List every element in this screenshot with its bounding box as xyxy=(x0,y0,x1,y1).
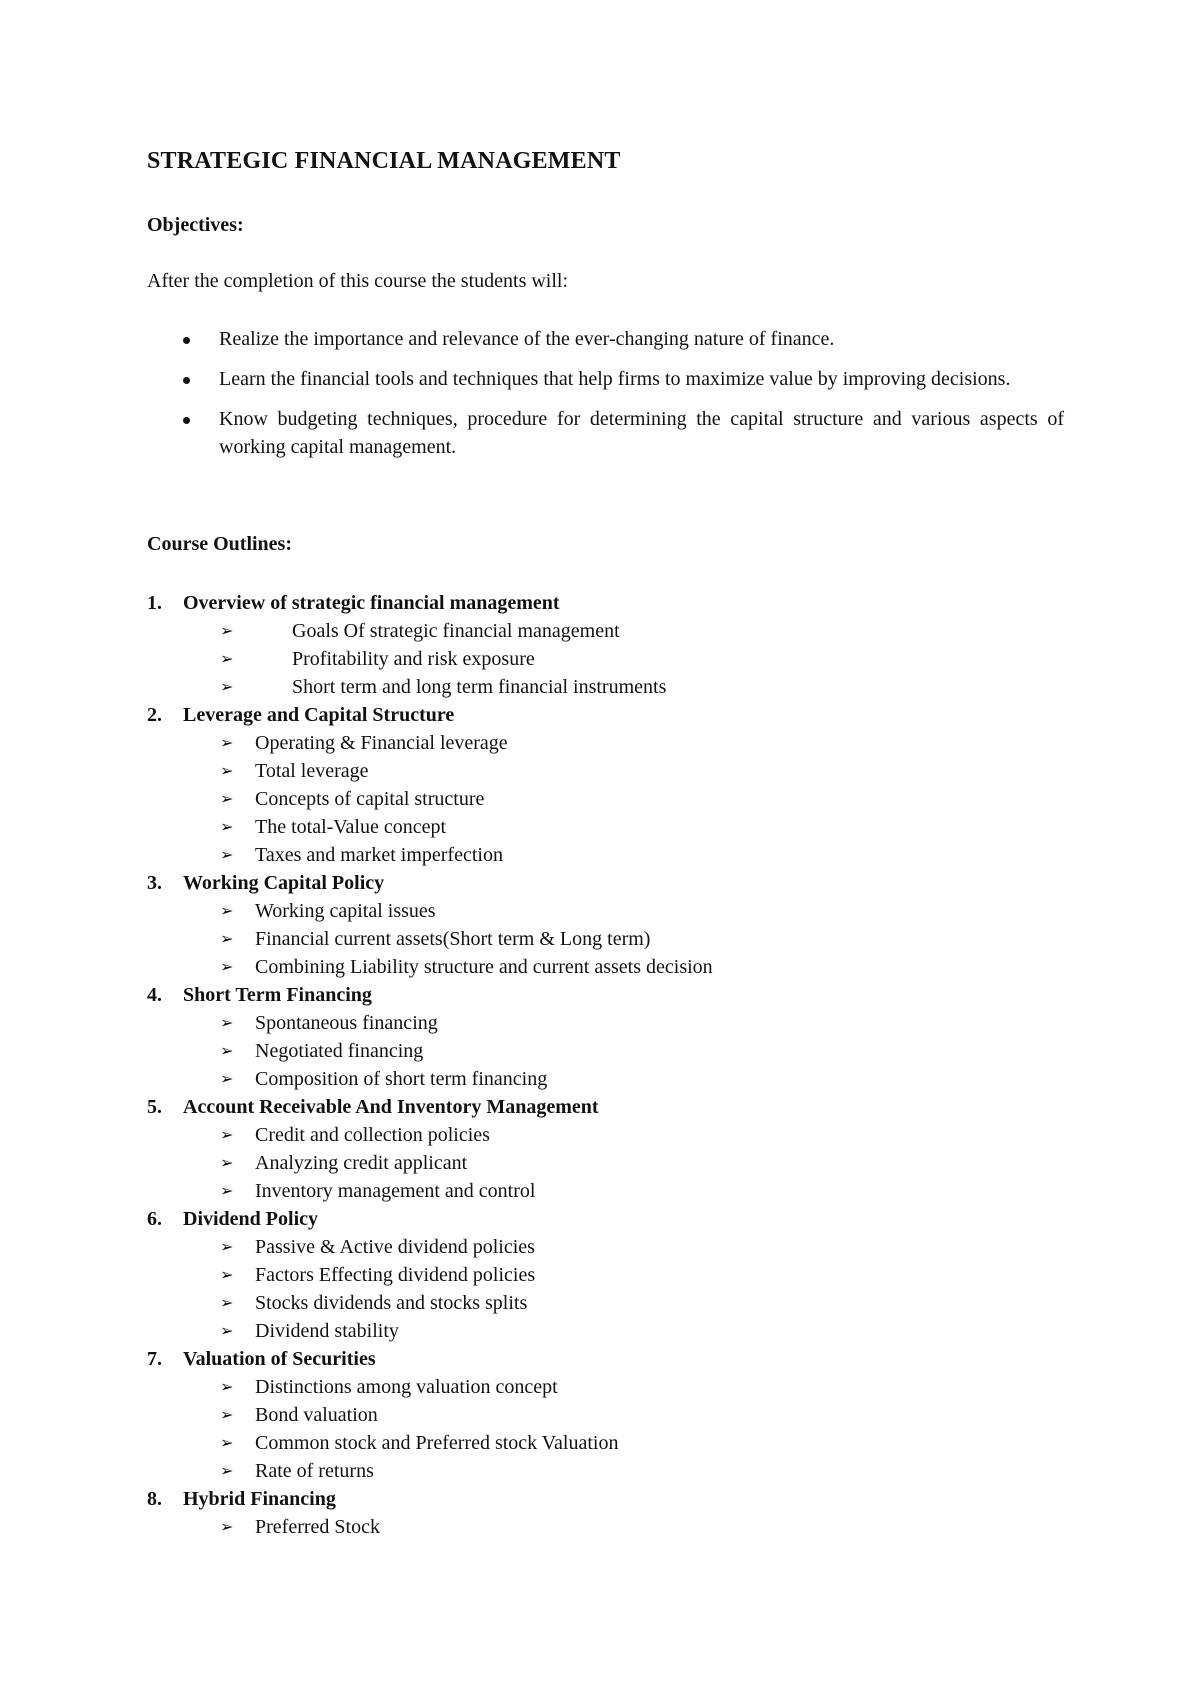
arrowhead-bullet-icon: ➢ xyxy=(220,1153,234,1172)
topic-item xyxy=(147,1177,1064,1205)
topic-text: Dividend stability xyxy=(255,1320,399,1342)
topic-item xyxy=(147,1037,1064,1065)
section-number: 3. xyxy=(147,872,162,894)
arrowhead-bullet-icon: ➢ xyxy=(220,929,234,948)
objective-item xyxy=(147,325,1064,353)
section-heading xyxy=(147,589,1064,617)
section-number: 5. xyxy=(147,1096,162,1118)
topic-item xyxy=(147,1289,1064,1317)
topic-item xyxy=(147,897,1064,925)
topic-text: Factors Effecting dividend policies xyxy=(255,1264,536,1286)
topic-text: Credit and collection policies xyxy=(255,1124,490,1146)
topic-text: Rate of returns xyxy=(255,1460,374,1482)
topic-text: Inventory management and control xyxy=(255,1180,536,1202)
outline-section xyxy=(147,1345,1064,1485)
section-title: Overview of strategic financial management xyxy=(183,592,560,614)
topic-text: Common stock and Preferred stock Valuation xyxy=(255,1432,619,1454)
arrowhead-bullet-icon: ➢ xyxy=(220,957,234,976)
arrowhead-bullet-icon: ➢ xyxy=(220,1461,234,1480)
course-outlines-heading: Course Outlines: xyxy=(147,533,292,555)
topic-text: Passive & Active dividend policies xyxy=(255,1236,535,1258)
topic-item xyxy=(147,785,1064,813)
topic-text: The total-Value concept xyxy=(255,816,447,838)
topic-item xyxy=(147,1121,1064,1149)
topic-item xyxy=(147,1317,1064,1345)
section-topic-list xyxy=(147,729,1064,869)
section-heading xyxy=(147,1205,1064,1233)
arrowhead-bullet-icon: ➢ xyxy=(220,733,234,752)
topic-text: Stocks dividends and stocks splits xyxy=(255,1292,528,1314)
section-heading xyxy=(147,701,1064,729)
topic-text: Total leverage xyxy=(255,760,369,782)
section-title: Leverage and Capital Structure xyxy=(183,704,455,726)
arrowhead-bullet-icon: ➢ xyxy=(220,845,234,864)
arrowhead-bullet-icon: ➢ xyxy=(220,1237,234,1256)
topic-text: Goals Of strategic financial management xyxy=(292,620,620,642)
topic-item xyxy=(147,1065,1064,1093)
topic-item xyxy=(147,617,1064,645)
section-topic-list xyxy=(147,897,1064,981)
topic-item xyxy=(147,1009,1064,1037)
arrowhead-bullet-icon: ➢ xyxy=(220,1517,234,1536)
arrowhead-bullet-icon: ➢ xyxy=(220,621,234,640)
topic-text: Negotiated financing xyxy=(255,1040,424,1062)
topic-text: Analyzing credit applicant xyxy=(255,1152,468,1174)
arrowhead-bullet-icon: ➢ xyxy=(220,1041,234,1060)
section-heading xyxy=(147,1093,1064,1121)
section-number: 8. xyxy=(147,1488,162,1510)
arrowhead-bullet-icon: ➢ xyxy=(220,649,234,668)
topic-item xyxy=(147,757,1064,785)
topic-item xyxy=(147,673,1064,701)
section-heading xyxy=(147,981,1064,1009)
topic-item xyxy=(147,1401,1064,1429)
bullet-icon xyxy=(183,337,190,344)
topic-item xyxy=(147,1429,1064,1457)
objective-text: Know budgeting techniques, procedure for determining the capital structure and various aspects of working capital management. xyxy=(219,408,1064,458)
topic-item xyxy=(147,645,1064,673)
outline-section xyxy=(147,1205,1064,1345)
objective-item xyxy=(147,365,1064,393)
section-number: 7. xyxy=(147,1348,162,1370)
topic-item xyxy=(147,1149,1064,1177)
arrowhead-bullet-icon: ➢ xyxy=(220,817,234,836)
topic-item xyxy=(147,729,1064,757)
section-topic-list xyxy=(147,1009,1064,1093)
topic-text: Composition of short term financing xyxy=(255,1068,548,1090)
outline-section xyxy=(147,1093,1064,1205)
section-title: Valuation of Securities xyxy=(183,1348,376,1370)
section-heading xyxy=(147,1345,1064,1373)
objectives-heading: Objectives: xyxy=(147,214,244,236)
document-title: STRATEGIC FINANCIAL MANAGEMENT xyxy=(147,148,621,174)
arrowhead-bullet-icon: ➢ xyxy=(220,1405,234,1424)
topic-text: Taxes and market imperfection xyxy=(255,844,503,866)
objective-item xyxy=(147,405,1064,461)
section-title: Short Term Financing xyxy=(183,984,372,1006)
arrowhead-bullet-icon: ➢ xyxy=(220,789,234,808)
topic-item xyxy=(147,841,1064,869)
objectives-list xyxy=(147,325,1064,473)
outline-section xyxy=(147,981,1064,1093)
outline-section xyxy=(147,1485,1064,1541)
topic-text: Profitability and risk exposure xyxy=(292,648,535,670)
topic-text: Bond valuation xyxy=(255,1404,378,1426)
section-topic-list xyxy=(147,1121,1064,1205)
objectives-intro: After the completion of this course the students will: xyxy=(147,270,569,292)
topic-text: Combining Liability structure and current assets decision xyxy=(255,956,713,978)
arrowhead-bullet-icon: ➢ xyxy=(220,1293,234,1312)
arrowhead-bullet-icon: ➢ xyxy=(220,1377,234,1396)
topic-item xyxy=(147,1457,1064,1485)
topic-text: Operating & Financial leverage xyxy=(255,732,508,754)
section-topic-list xyxy=(147,1373,1064,1485)
arrowhead-bullet-icon: ➢ xyxy=(220,1069,234,1088)
topic-item xyxy=(147,1233,1064,1261)
topic-text: Preferred Stock xyxy=(255,1516,380,1538)
topic-item xyxy=(147,953,1064,981)
topic-text: Distinctions among valuation concept xyxy=(255,1376,558,1398)
topic-text: Working capital issues xyxy=(255,900,436,922)
section-number: 4. xyxy=(147,984,162,1006)
topic-item xyxy=(147,925,1064,953)
bullet-icon xyxy=(183,417,190,424)
topic-item xyxy=(147,1373,1064,1401)
section-heading xyxy=(147,1485,1064,1513)
topic-item xyxy=(147,1513,1064,1541)
section-title: Hybrid Financing xyxy=(183,1488,336,1510)
section-number: 1. xyxy=(147,592,162,614)
arrowhead-bullet-icon: ➢ xyxy=(220,1265,234,1284)
topic-text: Financial current assets(Short term & Long term) xyxy=(255,928,651,950)
objective-text: Learn the financial tools and techniques that help firms to maximize value by improving decisions. xyxy=(219,368,1011,390)
arrowhead-bullet-icon: ➢ xyxy=(220,1013,234,1032)
arrowhead-bullet-icon: ➢ xyxy=(220,677,234,696)
outline-section xyxy=(147,869,1064,981)
course-outline-list xyxy=(147,589,1064,1541)
topic-item xyxy=(147,813,1064,841)
topic-text: Spontaneous financing xyxy=(255,1012,438,1034)
section-topic-list xyxy=(147,1513,1064,1541)
outline-section xyxy=(147,701,1064,869)
arrowhead-bullet-icon: ➢ xyxy=(220,901,234,920)
arrowhead-bullet-icon: ➢ xyxy=(220,1321,234,1340)
arrowhead-bullet-icon: ➢ xyxy=(220,761,234,780)
section-title: Dividend Policy xyxy=(183,1208,319,1230)
section-title: Account Receivable And Inventory Management xyxy=(183,1096,599,1118)
arrowhead-bullet-icon: ➢ xyxy=(220,1433,234,1452)
section-topic-list xyxy=(147,1233,1064,1345)
section-title: Working Capital Policy xyxy=(183,872,385,894)
section-topic-list xyxy=(147,617,1064,701)
topic-text: Short term and long term financial instruments xyxy=(292,676,667,698)
section-heading xyxy=(147,869,1064,897)
arrowhead-bullet-icon: ➢ xyxy=(220,1125,234,1144)
topic-item xyxy=(147,1261,1064,1289)
section-number: 6. xyxy=(147,1208,162,1230)
bullet-icon xyxy=(183,377,190,384)
topic-text: Concepts of capital structure xyxy=(255,788,485,810)
objective-text: Realize the importance and relevance of the ever-changing nature of finance. xyxy=(219,328,835,350)
arrowhead-bullet-icon: ➢ xyxy=(220,1181,234,1200)
outline-section xyxy=(147,589,1064,701)
section-number: 2. xyxy=(147,704,162,726)
